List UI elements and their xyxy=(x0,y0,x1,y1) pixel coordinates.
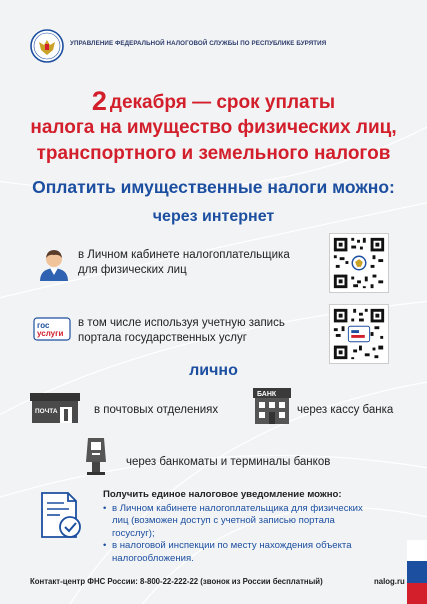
post-office-icon-label: ПОЧТА xyxy=(35,408,58,415)
gosuslugi-logo-line-1: гос xyxy=(37,321,50,330)
title-line-2: налога на имущество физических лиц, xyxy=(30,117,397,138)
notice-item-1: • в Личном кабинете налогоплательщика для физических лиц (возможен доступ с учетной записью портала госуслуг); xyxy=(103,503,373,541)
in-person-atm-text: через банкоматы и терминалы банков xyxy=(126,456,331,468)
notice-heading: Получить единое налоговое уведомление можно: xyxy=(103,489,342,500)
gosuslugi-logo-line-2: услуги xyxy=(37,329,64,338)
gosuslugi-logo-icon xyxy=(32,314,72,344)
bank-icon-label: БАНК xyxy=(257,391,277,398)
notice-item-2: • в налоговой инспекции по месту нахождения объекта налогообложения. xyxy=(103,540,373,565)
internet-item-2: в том числе используя учетную запись портала государственных услуг xyxy=(78,317,285,344)
internet-heading: через интернет xyxy=(152,208,275,225)
person-icon xyxy=(38,247,70,281)
in-person-post-text: в почтовых отделениях xyxy=(94,404,219,416)
site-link[interactable]: nalog.ru xyxy=(374,577,405,586)
qr-code-lk xyxy=(329,233,389,293)
in-person-bank-text: через кассу банка xyxy=(297,404,394,416)
fns-emblem-icon xyxy=(30,28,64,64)
qr-code-gosuslugi xyxy=(329,304,389,364)
title-day: 2 xyxy=(91,86,107,116)
agency-name: УПРАВЛЕНИЕ ФЕДЕРАЛЬНОЙ НАЛОГОВОЙ СЛУЖБЫ ПО РЕСПУБЛИКЕ БУРЯТИЯ xyxy=(70,40,327,47)
bank-icon xyxy=(252,386,292,426)
notice-list xyxy=(103,503,373,566)
document-check-icon xyxy=(36,491,86,541)
atm-terminal-icon xyxy=(82,436,110,476)
post-office-icon xyxy=(30,389,80,425)
title-line-1 xyxy=(10,86,417,117)
in-person-heading: лично xyxy=(189,362,238,379)
contact-center: Контакт-центр ФНС России: 8-800-22-222-22 (звонок из России бесплатный) xyxy=(30,577,323,586)
notice-block xyxy=(103,489,373,565)
russian-flag-icon xyxy=(407,540,427,604)
internet-item-1: в Личном кабинете налогоплательщика для физических лиц xyxy=(78,249,290,276)
title-line-3: транспортного и земельного налогов xyxy=(36,143,391,164)
subtitle: Оплатить имущественные налоги можно: xyxy=(32,177,395,197)
title-line-1-rest: декабря — срок уплаты xyxy=(109,92,336,113)
